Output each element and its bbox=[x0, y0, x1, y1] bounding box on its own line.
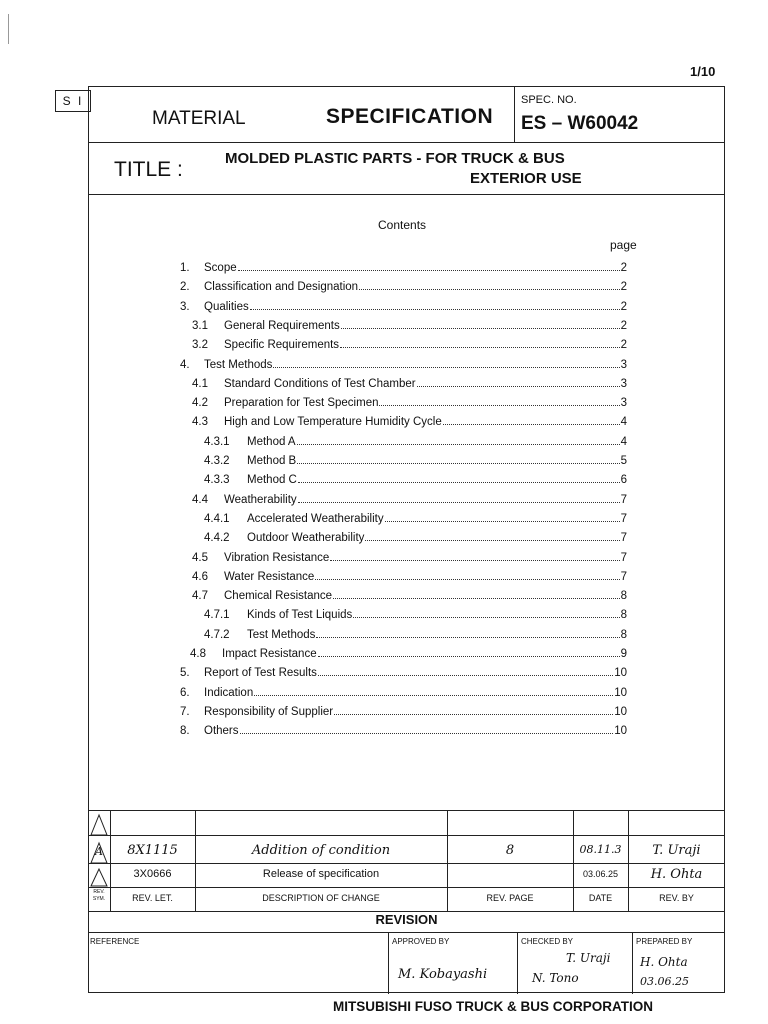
title-line-1: MOLDED PLASTIC PARTS - FOR TRUCK & BUS bbox=[225, 150, 565, 167]
toc-item-page: 10 bbox=[614, 667, 627, 680]
toc-item-number: 4.7.2 bbox=[204, 628, 230, 641]
toc-item-number: 5. bbox=[180, 667, 190, 680]
toc-item-title: Scope bbox=[204, 262, 237, 274]
toc-item-page: 2 bbox=[620, 339, 627, 352]
approved-by-label: APPROVED BY bbox=[392, 937, 450, 946]
toc-item-page: 2 bbox=[620, 262, 627, 274]
toc-leader-dots bbox=[254, 695, 613, 696]
toc-leader-dots bbox=[334, 714, 613, 715]
toc-leader-dots bbox=[273, 367, 619, 368]
toc-leader-dots bbox=[353, 617, 619, 618]
toc-item bbox=[180, 275, 627, 293]
prepared-by-label: PREPARED BY bbox=[636, 937, 693, 946]
toc-leader-dots bbox=[385, 521, 620, 522]
toc-leader-dots bbox=[315, 579, 619, 580]
rev-symbol-a: A bbox=[95, 845, 103, 858]
toc-item-page: 6 bbox=[620, 474, 627, 487]
toc-item-page: 7 bbox=[620, 551, 627, 564]
toc-item bbox=[180, 719, 627, 737]
toc-item-title: Chemical Resistance bbox=[224, 590, 333, 603]
title-label: TITLE : bbox=[114, 158, 183, 181]
toc-leader-dots bbox=[316, 637, 619, 638]
rev-date-1: 08.11.3 bbox=[579, 843, 622, 856]
checked-signature-1: T. Uraji bbox=[566, 951, 611, 965]
toc-item-title: Report of Test Results bbox=[204, 667, 317, 680]
checked-by-label: CHECKED BY bbox=[521, 937, 574, 946]
toc-item-title: Method B bbox=[247, 455, 297, 467]
toc-item bbox=[192, 410, 627, 428]
toc-item bbox=[204, 430, 627, 448]
toc-item bbox=[190, 642, 627, 660]
toc-leader-dots bbox=[330, 560, 619, 561]
toc-item-page: 3 bbox=[620, 397, 627, 410]
page-number: 1/10 bbox=[690, 64, 716, 79]
toc-item-number: 4.4.2 bbox=[204, 532, 230, 545]
toc-leader-dots bbox=[443, 424, 620, 425]
toc-item-number: 4.7.1 bbox=[204, 609, 230, 622]
toc-leader-dots bbox=[365, 540, 619, 541]
reference-label: REFERENCE bbox=[90, 937, 140, 946]
toc-item-title: Specific Requirements bbox=[224, 339, 340, 352]
rev-sym-header: REV. SYM. bbox=[92, 889, 106, 902]
toc-leader-dots bbox=[333, 598, 620, 599]
toc-item bbox=[192, 391, 627, 409]
toc-item bbox=[192, 488, 627, 506]
rev-desc-header: DESCRIPTION OF CHANGE bbox=[262, 893, 380, 903]
toc-item bbox=[192, 584, 627, 602]
toc-item-number: 3.1 bbox=[192, 319, 208, 332]
rev-description-1: Addition of condition bbox=[251, 843, 391, 858]
toc-item-page: 3 bbox=[620, 358, 627, 371]
toc-leader-dots bbox=[359, 289, 620, 290]
toc-item-number: 4.2 bbox=[192, 397, 208, 410]
toc-leader-dots bbox=[240, 733, 614, 734]
toc-item-number: 4.8 bbox=[190, 648, 206, 660]
spec-no: ES – W60042 bbox=[521, 113, 639, 134]
toc-item-page: 4 bbox=[620, 435, 627, 448]
toc-item-number: 4.3.1 bbox=[204, 435, 230, 448]
toc-item-number: 3.2 bbox=[192, 339, 208, 352]
toc-leader-dots bbox=[297, 463, 619, 464]
toc-item bbox=[192, 314, 627, 332]
header-divider bbox=[514, 86, 515, 143]
rev-page-1: 8 bbox=[505, 843, 515, 858]
toc-leader-dots bbox=[298, 502, 620, 503]
rev-date-header: DATE bbox=[588, 893, 613, 903]
rev-let-header: REV. LET. bbox=[132, 893, 173, 903]
toc-item bbox=[204, 603, 627, 621]
toc-item-page: 2 bbox=[620, 300, 627, 313]
toc-leader-dots bbox=[417, 386, 620, 387]
toc-item bbox=[180, 256, 627, 274]
toc-item-number: 2. bbox=[180, 281, 190, 294]
toc-item bbox=[180, 700, 627, 718]
toc-item-page: 3 bbox=[620, 377, 627, 390]
toc-leader-dots bbox=[297, 444, 620, 445]
toc-item-page: 10 bbox=[614, 705, 627, 718]
toc-item-page: 2 bbox=[620, 319, 627, 332]
toc-item-title: Standard Conditions of Test Chamber bbox=[224, 377, 416, 390]
revision-title: REVISION bbox=[375, 912, 438, 927]
toc-item-number: 4.3.3 bbox=[204, 474, 230, 487]
title-line-2: EXTERIOR USE bbox=[470, 170, 582, 187]
contents-heading: Contents bbox=[378, 218, 427, 232]
toc-item-page: 8 bbox=[620, 628, 627, 641]
toc-item-page: 8 bbox=[620, 609, 627, 622]
toc-item-title: Impact Resistance bbox=[222, 648, 317, 660]
toc-item-number: 4.5 bbox=[192, 551, 208, 564]
prepared-signature: H. Ohta bbox=[640, 955, 688, 969]
page-column-heading: page bbox=[610, 238, 637, 252]
toc-item-page: 8 bbox=[620, 590, 627, 603]
toc-item-title: Method A bbox=[247, 435, 296, 448]
toc-item-page: 7 bbox=[620, 570, 627, 583]
toc-leader-dots bbox=[298, 482, 620, 483]
rev-letter-2: 3X0666 bbox=[133, 868, 172, 880]
toc-item-title: Classification and Designation bbox=[204, 281, 359, 294]
toc-item-title: Preparation for Test Specimen bbox=[224, 397, 379, 410]
toc-item-title: Qualities bbox=[204, 300, 249, 313]
toc-item bbox=[192, 372, 627, 390]
toc-item-number: 4.3 bbox=[192, 416, 208, 429]
toc-item-number: 4.7 bbox=[192, 590, 208, 603]
margin-mark bbox=[8, 14, 9, 44]
toc-leader-dots bbox=[318, 675, 613, 676]
toc-item-page: 10 bbox=[614, 725, 627, 738]
toc-item-title: Others bbox=[204, 725, 239, 738]
toc-item bbox=[204, 507, 627, 525]
toc-item-page: 9 bbox=[620, 648, 627, 660]
toc-leader-dots bbox=[340, 347, 620, 348]
toc-item bbox=[180, 353, 627, 371]
si-box: S I bbox=[55, 90, 91, 112]
toc-leader-dots bbox=[238, 270, 620, 271]
specification-label: SPECIFICATION bbox=[326, 105, 494, 128]
toc-leader-dots bbox=[379, 405, 619, 406]
rev-letter-1: 8X1115 bbox=[127, 843, 178, 858]
toc-item-number: 4.3.2 bbox=[204, 455, 230, 467]
revision-table bbox=[88, 810, 725, 911]
toc-item-title: Kinds of Test Liquids bbox=[247, 609, 353, 622]
toc-item-title: High and Low Temperature Humidity Cycle bbox=[224, 416, 442, 429]
rev-by-1: T. Uraji bbox=[652, 843, 701, 858]
toc-item-title: Water Resistance bbox=[224, 570, 315, 583]
toc-item-number: 4.6 bbox=[192, 570, 208, 583]
toc-item-title: Test Methods bbox=[247, 628, 316, 641]
toc-item-page: 7 bbox=[620, 532, 627, 545]
toc-item-title: Indication bbox=[204, 686, 254, 699]
toc-item-number: 3. bbox=[180, 300, 190, 313]
prepared-date: 03.06.25 bbox=[640, 975, 689, 988]
toc-item bbox=[180, 681, 627, 699]
toc-item bbox=[204, 449, 627, 467]
spec-no-label: SPEC. NO. bbox=[521, 94, 577, 106]
toc-item-title: Vibration Resistance bbox=[224, 551, 330, 564]
toc-item-number: 4.4 bbox=[192, 493, 208, 506]
toc-leader-dots bbox=[341, 328, 620, 329]
toc-item-number: 8. bbox=[180, 725, 190, 738]
approved-signature: M. Kobayashi bbox=[398, 967, 488, 982]
signature-box bbox=[88, 932, 725, 993]
material-label: MATERIAL bbox=[152, 108, 246, 129]
rev-page-header: REV. PAGE bbox=[486, 893, 534, 903]
toc-item-title: Responsibility of Supplier bbox=[204, 705, 334, 718]
toc-item-title: Method C bbox=[247, 474, 297, 487]
toc-item-title: Test Methods bbox=[204, 358, 273, 371]
toc-item bbox=[204, 623, 627, 641]
rev-by-header: REV. BY bbox=[659, 893, 694, 903]
toc-item-page: 10 bbox=[614, 686, 627, 699]
toc-item-number: 4.1 bbox=[192, 377, 208, 390]
toc-item-title: General Requirements bbox=[224, 319, 340, 332]
toc-item bbox=[192, 333, 627, 351]
toc-item-number: 6. bbox=[180, 686, 190, 699]
toc-item-number: 1. bbox=[180, 262, 190, 274]
toc-item bbox=[204, 526, 627, 544]
toc-item-page: 4 bbox=[620, 416, 627, 429]
checked-signature-2: N. Tono bbox=[532, 971, 579, 985]
rev-description-2: Release of specification bbox=[262, 868, 380, 880]
toc-item-number: 7. bbox=[180, 705, 190, 718]
toc-leader-dots bbox=[318, 656, 620, 657]
toc-leader-dots bbox=[250, 309, 620, 310]
toc-item bbox=[192, 565, 627, 583]
toc-item-title: Weatherability bbox=[224, 493, 297, 506]
toc-item-number: 4. bbox=[180, 358, 190, 371]
rev-by-2: H. Ohta bbox=[650, 867, 703, 882]
toc-item bbox=[180, 295, 627, 313]
rev-date-2: 03.06.25 bbox=[582, 869, 619, 879]
toc-item bbox=[192, 546, 627, 564]
toc-item-title: Accelerated Weatherability bbox=[247, 512, 384, 525]
toc-item-title: Outdoor Weatherability bbox=[247, 532, 365, 545]
toc-item-page: 5 bbox=[620, 455, 627, 467]
company-name: MITSUBISHI FUSO TRUCK & BUS CORPORATION bbox=[333, 999, 653, 1014]
toc-item bbox=[180, 661, 627, 679]
toc-item bbox=[204, 468, 627, 486]
toc-item-page: 2 bbox=[620, 281, 627, 294]
toc-item-page: 7 bbox=[620, 512, 627, 525]
toc-item-number: 4.4.1 bbox=[204, 512, 230, 525]
toc-item-page: 7 bbox=[620, 493, 627, 506]
